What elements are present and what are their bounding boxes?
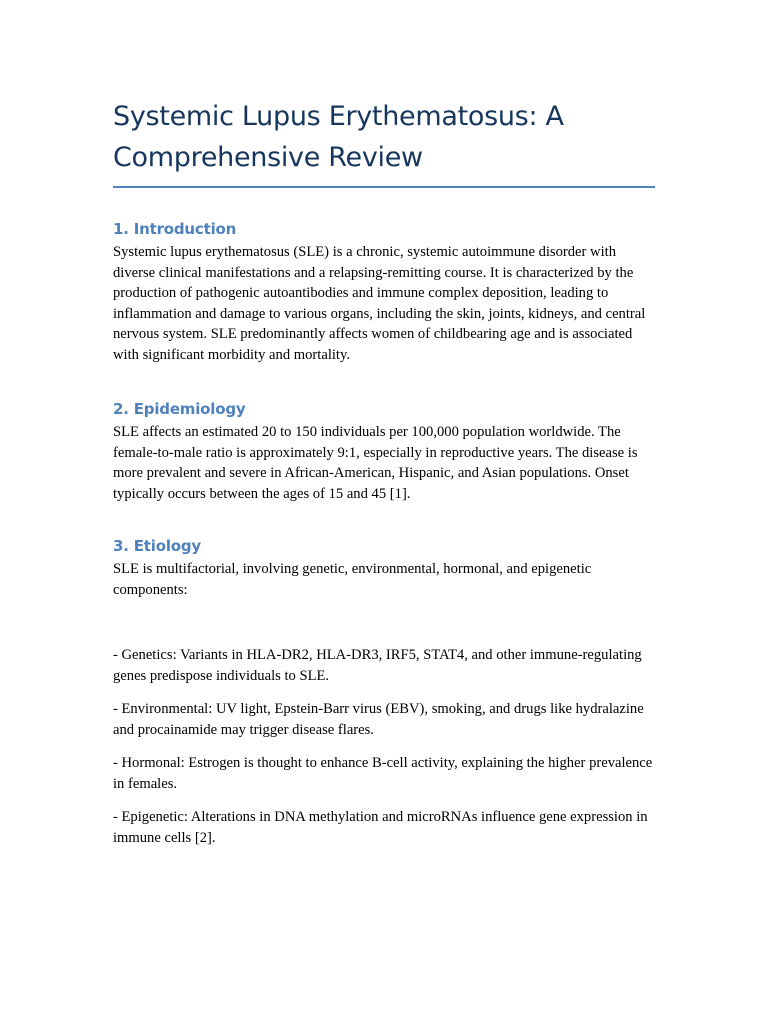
- section-body-introduction: Systemic lupus erythematosus (SLE) is a chronic, systemic autoimmune disorder with diverse clinical manifestations and a relapsing-remitting course. It is characterized by the production of pathogenic autoantibodies and immune complex deposition, leading to inflammation and damage to various organs, including the skin, joints, kidneys, and central nervous system. SLE predominantly affects women of childbearing age and is associated with significant morbidity and mortality.: [113, 244, 646, 363]
- etiology-list: [113, 645, 655, 848]
- list-item-environmental: - Environmental: UV light, Epstein-Barr virus (EBV), smoking, and drugs like hydralazine and procainamide may trigger disease flares.: [113, 701, 644, 738]
- document-title: Systemic Lupus Erythematosus: A Comprehensive Review: [113, 96, 655, 188]
- section-body-epidemiology: SLE affects an estimated 20 to 150 individuals per 100,000 population worldwide. The female-to-male ratio is approximately 9:1, especially in reproductive years. The disease is more prevalent and severe in African-American, Hispanic, and Asian populations. Onset typically occurs between the ages of 15 and 45 [1].: [113, 424, 638, 502]
- section-body-etiology: SLE is multifactorial, involving genetic, environmental, hormonal, and epigenetic components:: [113, 561, 592, 598]
- section-heading-etiology: 3. Etiology: [113, 537, 201, 555]
- list-item-hormonal: - Hormonal: Estrogen is thought to enhance B-cell activity, explaining the higher prevalence in females.: [113, 755, 653, 792]
- list-item-genetics: - Genetics: Variants in HLA-DR2, HLA-DR3, IRF5, STAT4, and other immune-regulating genes predispose individuals to SLE.: [113, 647, 642, 684]
- document-page: [113, 96, 655, 861]
- list-item-epigenetic: - Epigenetic: Alterations in DNA methylation and microRNAs influence gene expression in immune cells [2].: [113, 809, 648, 846]
- section-heading-epidemiology: 2. Epidemiology: [113, 400, 246, 418]
- section-heading-introduction: 1. Introduction: [113, 220, 237, 238]
